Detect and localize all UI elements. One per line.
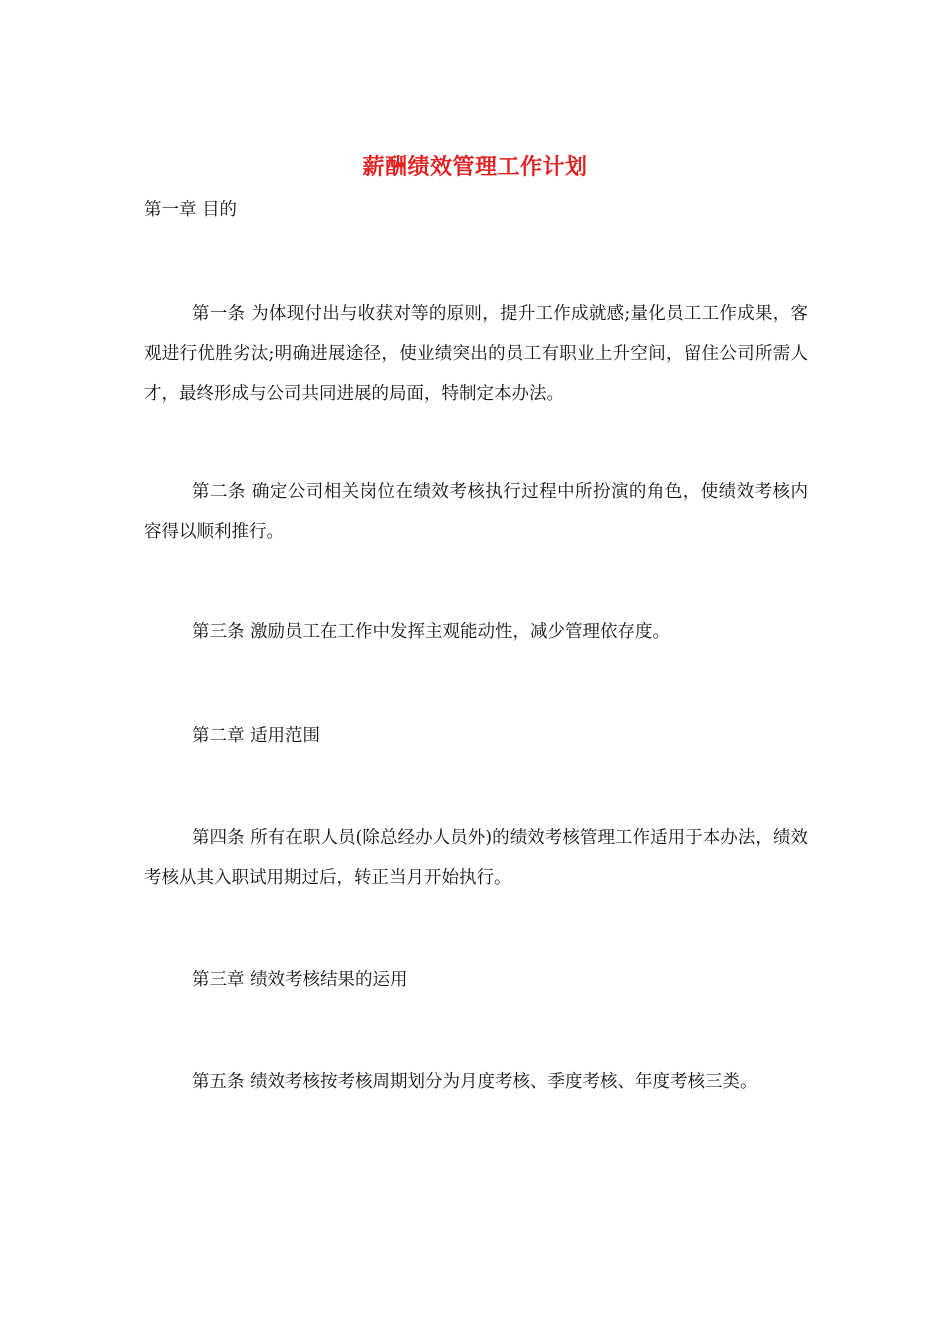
chapter-1-heading: 第一章 目的 — [144, 200, 238, 220]
document-title: 薪酬绩效管理工作计划 — [362, 155, 588, 180]
article-1: 第一条 为体现付出与收获对等的原则，提升工作成就感;量化员工工作成果，客观进行优胜劣汰;明确进展途径，使业绩突出的员工有职业上升空间，留住公司所需人才，最终形成与公司共同进展的局面，特制定本办法。 — [144, 304, 808, 404]
article-3: 第三条 激励员工在工作中发挥主观能动性，减少管理依存度。 — [192, 622, 671, 642]
article-2: 第二条 确定公司相关岗位在绩效考核执行过程中所扮演的角色，使绩效考核内容得以顺利推行。 — [144, 482, 808, 542]
article-5: 第五条 绩效考核按考核周期划分为月度考核、季度考核、年度考核三类。 — [192, 1072, 758, 1092]
article-4: 第四条 所有在职人员(除总经办人员外)的绩效考核管理工作适用于本办法，绩效考核从其入职试用期过后，转正当月开始执行。 — [144, 828, 808, 888]
chapter-3-heading: 第三章 绩效考核结果的运用 — [192, 970, 408, 990]
chapter-2-heading: 第二章 适用范围 — [192, 726, 321, 746]
